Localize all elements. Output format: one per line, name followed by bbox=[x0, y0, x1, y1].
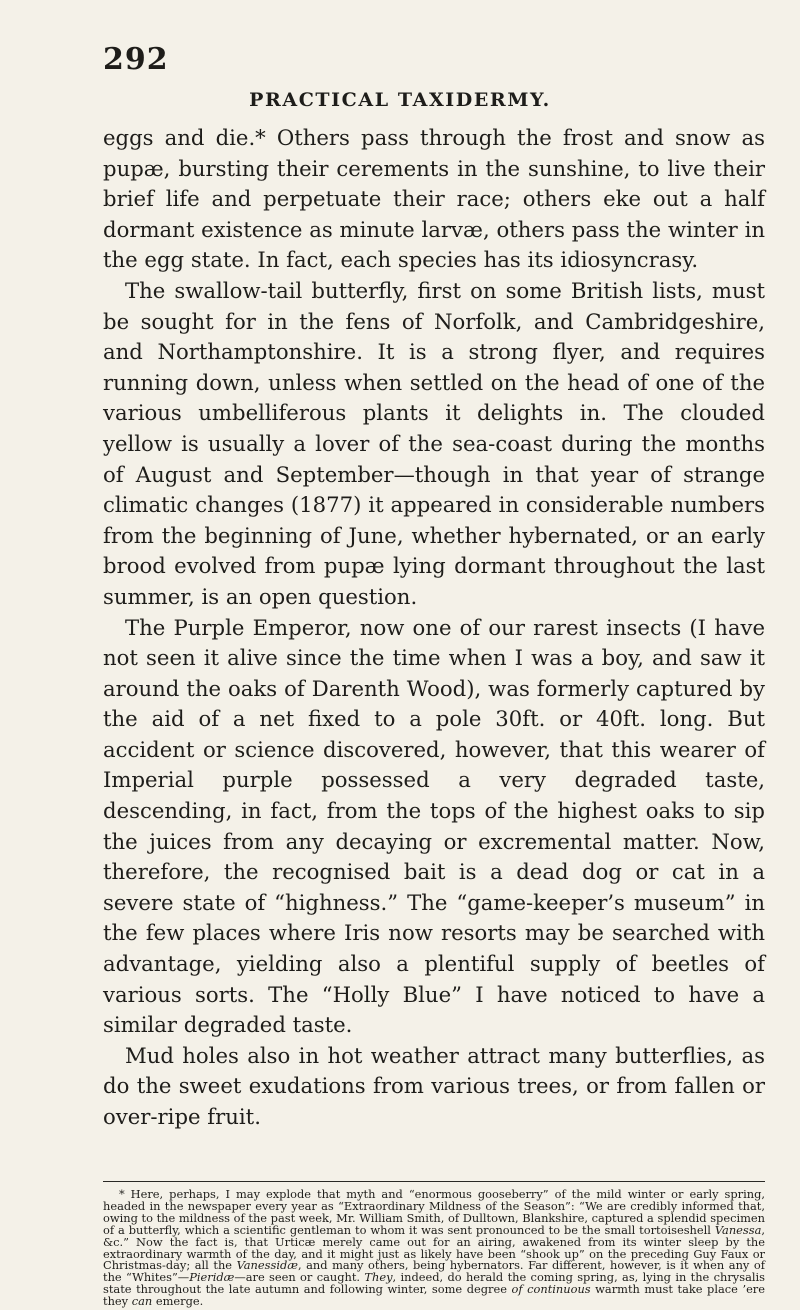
paragraph-2: The swallow-tail butterfly, first on some British lists, must be sought for in the fens of Norfolk, and Cambridgeshire, and Northamptonshire. It is a strong flyer, and requires running down, unless when settled on the head of one of the various umbelliferous plants it delights in. The clouded yellow is usually a lover of the sea-coast during the months of August and September—though in that year of strange climatic changes (1877) it appeared in considerable numbers from the beginning of June, whether hybernated, or an early brood evolved from pupæ lying dormant throughout the last summer, is an open question. bbox=[103, 277, 765, 609]
page-number: 292 bbox=[103, 42, 169, 77]
paragraph-4: Mud holes also in hot weather attract many butterflies, as do the sweet exudations from various trees, or from fallen or over-ripe fruit. bbox=[103, 1042, 765, 1129]
footnote-part: emerge. bbox=[152, 1294, 204, 1309]
footnote-part: * Here, perhaps, I may explode that myth and “enormous gooseberry” of the mild winter or early spring, headed in the newspaper every year as “Extraordinary Mildness of the Season”: “We are credibly informed that, owing to the mildness of the past week, Mr. William Smith, of Dulltown, Blankshire, captured a splendid specimen of a butterfly, which a scientific gentleman to whom it was sent pronounced to be the small tortoiseshell bbox=[103, 1187, 765, 1237]
footnote-italic: They bbox=[364, 1270, 393, 1285]
footnote-italic: Pieridæ bbox=[189, 1270, 235, 1285]
footnote-part: , &c.” Now the fact is, that Urticæ merely came out for an airing, awakened from its winter sleep by the extraordinary warmth of the day, and it might just as likely have been “shook up” on the preceding Guy Faux or Christmas-day; all the bbox=[103, 1222, 765, 1273]
paragraph-3: The Purple Emperor, now one of our rarest insects (I have not seen it alive since the time when I was a boy, and saw it around the oaks of Darenth Wood), was formerly captured by the aid of a net fixed to a pole 30ft. or 40ft. long. But accident or science discovered, however, that this wearer of Imperial purple possessed a very degraded taste, descending, in fact, from the tops of the highest oaks to sip the juices from any decaying or excremental matter. Now, therefore, the recognised bait is a dead dog or cat in a severe state of “highness.” The “game-keeper’s museum” in the few places where Iris now resorts may be searched with advantage, yielding also a plentiful supply of beetles of various sorts. The “Holly Blue” I have noticed to have a similar degraded taste. bbox=[103, 614, 765, 1038]
footnote-text bbox=[103, 1189, 765, 1308]
paragraph-1: eggs and die.* Others pass through the frost and snow as pupæ, bursting their cerements in the sunshine, to live their brief life and perpetuate their race; others eke out a half dormant existence as minute larvæ, others pass the winter in the egg state. In fact, each species has its idiosyncrasy. bbox=[103, 125, 765, 273]
footnote-part: , indeed, do herald the coming spring, as, lying in the chrysalis state throughout the late autumn and following winter, some degree bbox=[103, 1270, 765, 1297]
footnote-part: , and many others, being hybernators. Far different, however, is it when any of the “Whites”— bbox=[103, 1258, 765, 1285]
running-title: PRACTICAL TAXIDERMY. bbox=[249, 89, 551, 111]
footnote-italic: Vanessa bbox=[714, 1222, 762, 1237]
footnote bbox=[103, 1189, 765, 1308]
footnote-divider bbox=[103, 1181, 765, 1182]
footnote-italic: can bbox=[131, 1294, 153, 1309]
footnote-part: warmth must take place ’ere they bbox=[103, 1282, 765, 1309]
body-text bbox=[103, 123, 765, 1133]
footnote-italic: of continuous bbox=[511, 1282, 591, 1297]
footnote-italic: Vanessidæ bbox=[236, 1258, 298, 1273]
footnote-part: —are seen or caught. bbox=[234, 1270, 365, 1285]
